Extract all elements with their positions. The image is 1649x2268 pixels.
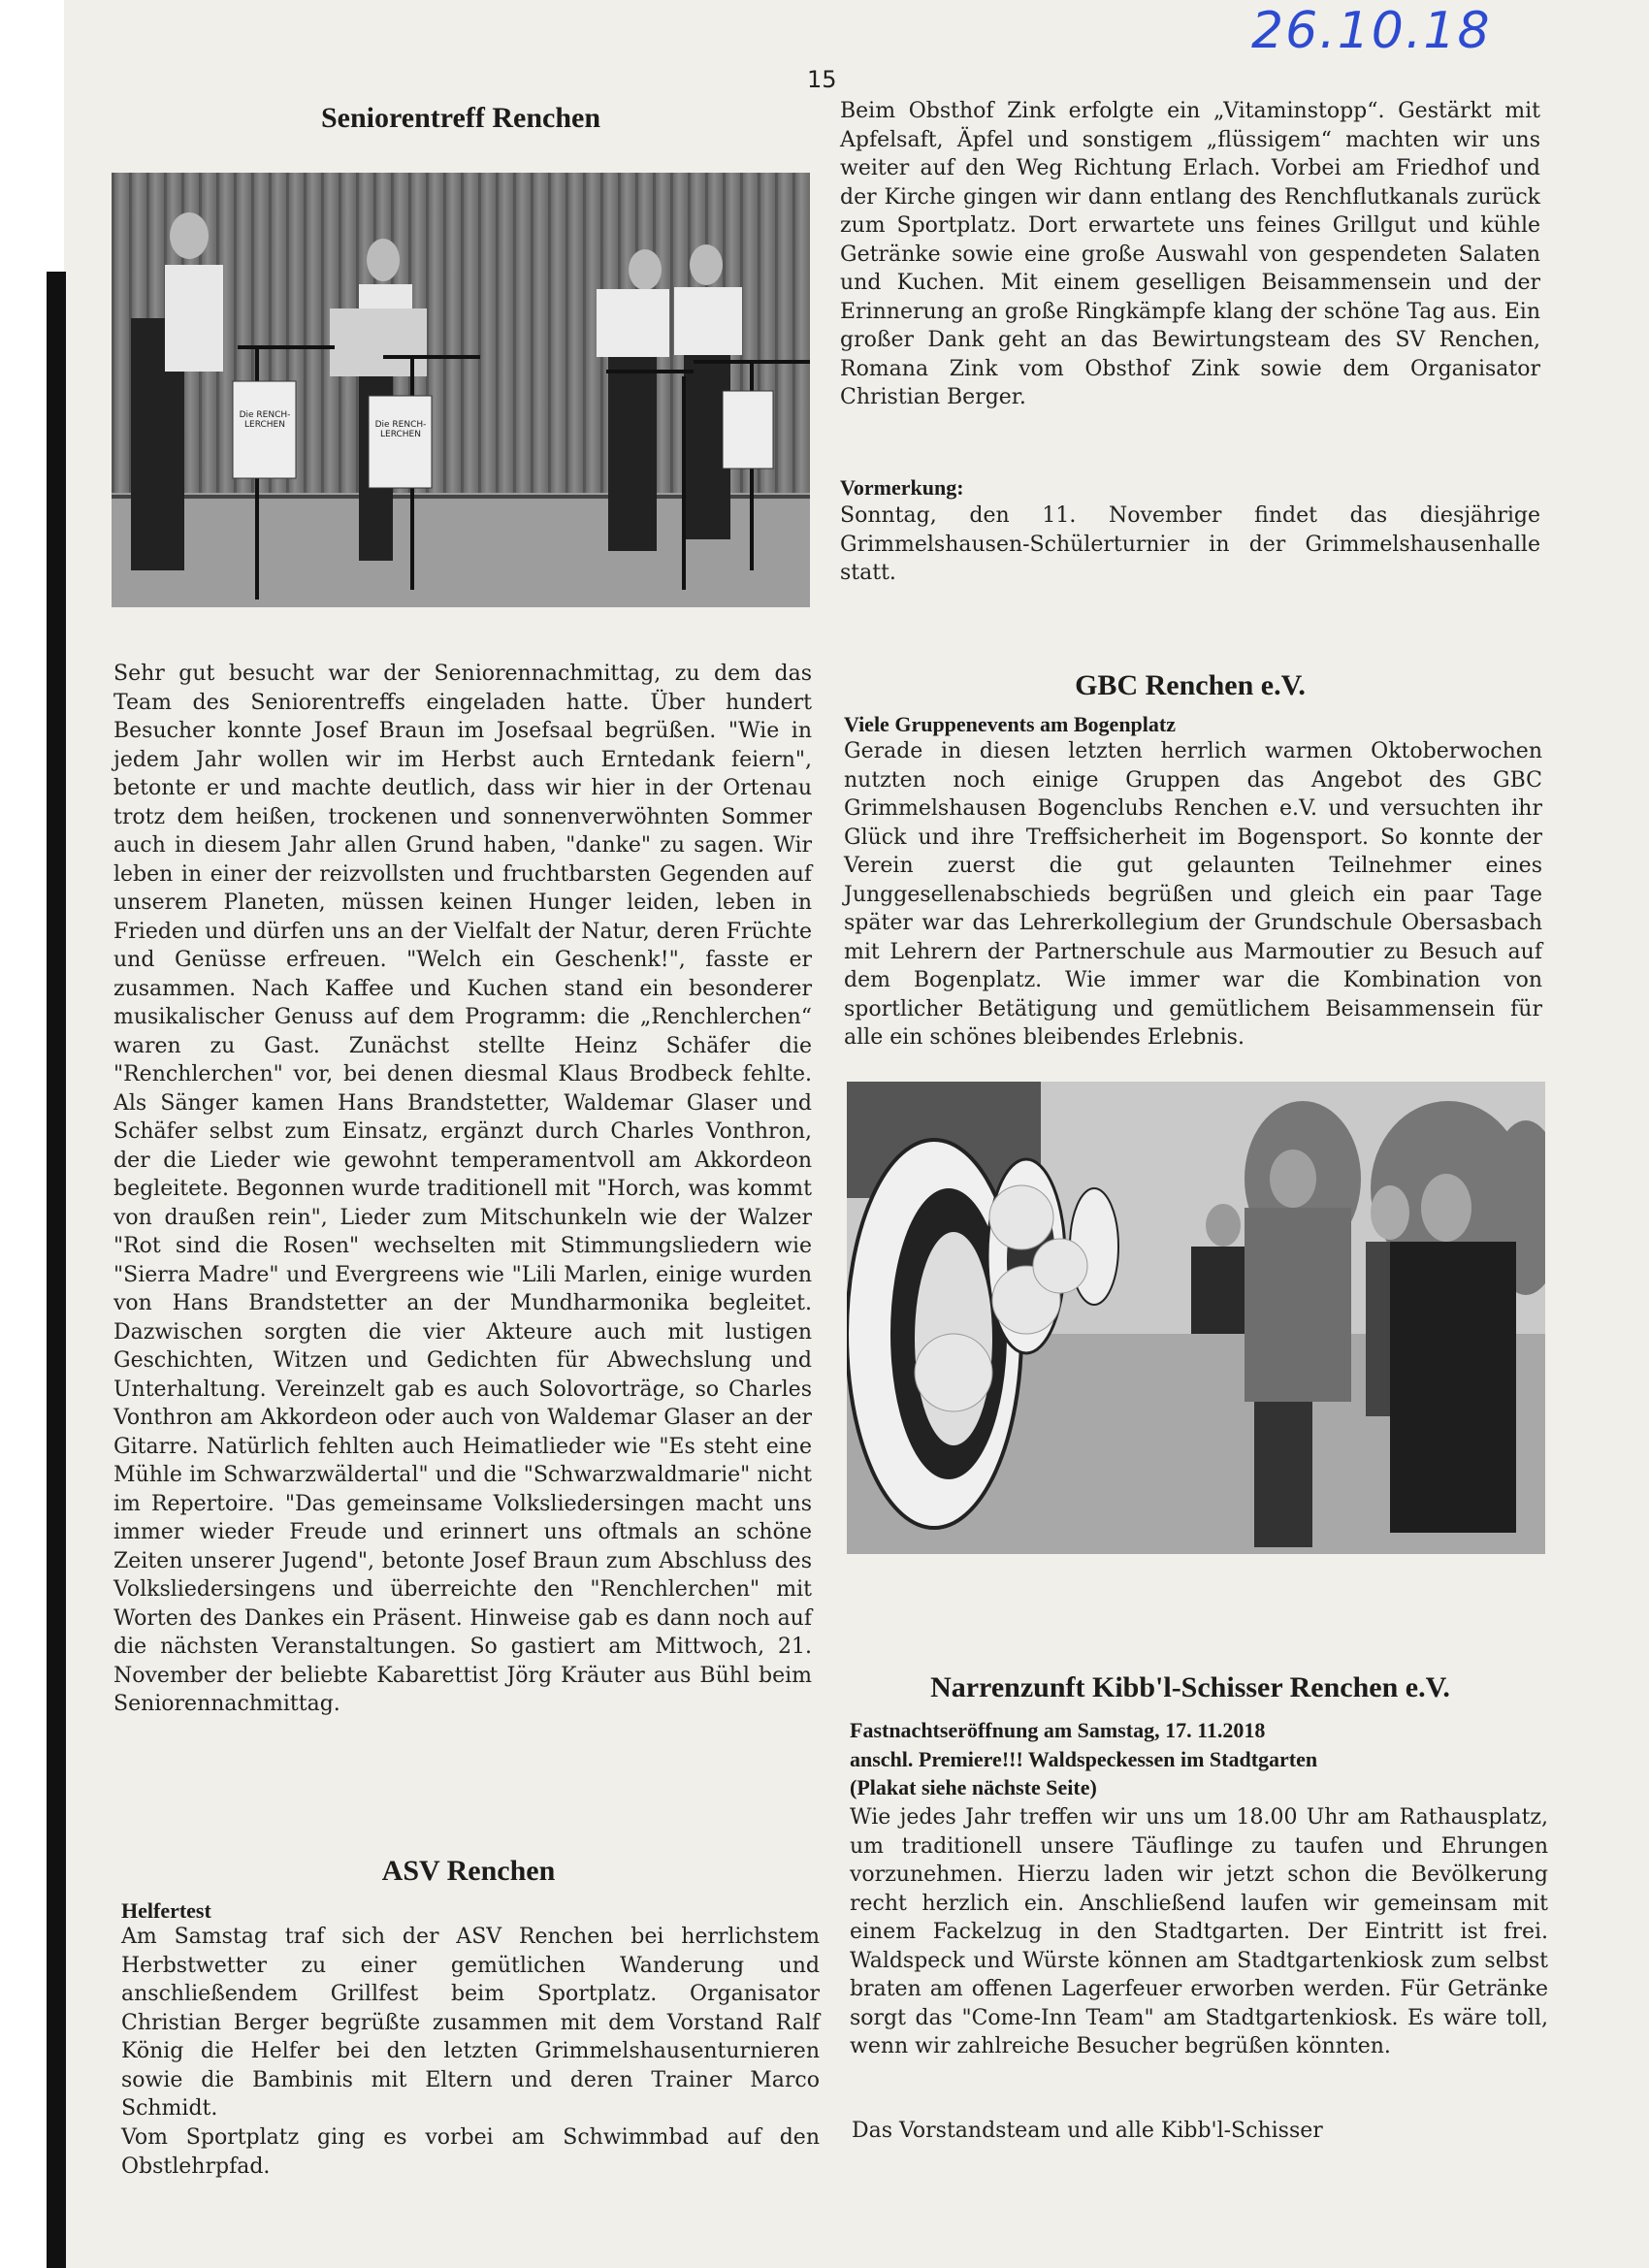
gbc-subtitle: Viele Gruppenevents am Bogenplatz — [844, 712, 1176, 736]
senioren-body: Sehr gut besucht war der Seniorennachmittag, zu dem das Team des Seniorentreffs eingeladen hatte. Über hundert Besucher konnte Josef Braun im Josefsaal begrüßen. "Wie in jedem Jahr wollen wir im Herbst auch Erntedank feiern", betonte er und machte deutlich, dass wir hier in der Ortenau trotz dem heißen, trockenen und sonnenverwöhnten Sommer auch in diesem Jahr allen Grund haben, "danke" zu sagen. Wir leben in einer der reizvollsten und fruchtbarsten Gegenden auf unserem Planeten, müssen keinen Hunger leiden, leben in Frieden und dürfen uns an der Vielfalt der Natur, deren Früchte und Genüsse erfreuen. "Welch ein Geschenk!", fasste er zusammen. Nach Kaffee und Kuchen stand ein besonderer musikalischer Genuss auf dem Programm: die „Renchlerchen“ waren zu Gast. Zunächst stellte Heinz Schäfer die "Renchlerchen" vor, bei denen diesmal Klaus Brodbeck fehlte. Als Sänger kamen Hans Brandstetter, Waldemar Glaser und Schäfer selbst zum Einsatz, ergänzt durch Charles Vonthron, der die Lieder wie gewohnt temperamentvoll am Akkordeon begleitete. Begonnen wurde traditionell mit "Horch, was kommt von draußen rein", Lieder zum Mitschunkeln wie der Walzer "Rot sind die Rosen" wechselten mit Stimmungsliedern wie "Sierra Madre" und Evergreens wie "Lili Marlen, einige wurden von Hans Brandstetter an der Mundharmonika begleitet. Dazwischen sorgten die vier Akteure auch mit lustigen Geschichten, Witzen und Gedichten für Abwechslung und Unterhaltung. Vereinzelt gab es auch Solovorträge, so Charles Vonthron am Akkordeon oder auch von Waldemar Glaser an der Gitarre. Natürlich fehlten auch Heimatlieder wie "Es steht eine Mühle im Schwarzwäldertal" und die "Schwarzwaldmarie" nicht im Repertoire. "Das gemeinsame Volksliedersingen macht uns immer wieder Freude und erinnert uns oftmals an schöne Zeiten unserer Jugend", betonte Josef Braun zum Abschluss des Volksliedersingens und überreichte den "Renchlerchen" mit Worten des Dankes ein Präsent. Hinweise gab es dann noch auf die nächsten Veranstaltungen. So gastiert am Mittwoch, 21. November der beliebte Kabarettist Jörg Kräuter aus Bühl beim Seniorennachmittag. — [113, 662, 812, 1716]
gbc-body: Gerade in diesen letzten herrlich warmen Oktoberwochen nutzten noch einige Gruppen das Angebot des GBC Grimmelshausen Bogenclubs Renchen e.V. und versuchten ihr Glück und ihre Treffsicherheit im Bogensport. So konnte der Verein zuerst die gut gelaunten Teilnehmer eines Junggesellenabschieds begrüßen und gleich ein paar Tage später war das Lehrerkollegium der Grundschule Obersasbach mit Lehrern der Partnerschule aus Marmoutier zu Besuch auf dem Bogenplatz. Wie immer war die Kombination von sportlicher Betätigung und gemütlichem Beisammensein für alle ein schönes bleibendes Erlebnis. — [844, 739, 1542, 1050]
asv-title: ASV Renchen — [381, 1855, 556, 1887]
asv-notice-label: Vormerkung: — [840, 475, 964, 500]
narrenzunft-signature: Das Vorstandsteam und alle Kibb'l-Schisser — [852, 2119, 1323, 2143]
narrenzunft-title: Narrenzunft Kibb'l-Schisser Renchen e.V. — [930, 1671, 1450, 1703]
asv-body-1: Am Samstag traf sich der ASV Renchen bei herrlichstem Herbstwetter zu einer gemütlichen Wanderung und anschließendem Grillfest beim Sportplatz. Organisator Christian Berger begrüßte zusammen mit dem Vorstand Ralf König die Helfer bei den letzten Grimmelshausenturnieren sowie die Bambinis mit Eltern und deren Trainer Marco Schmidt. — [121, 1925, 820, 2121]
page-number: 15 — [807, 66, 837, 93]
narrenzunft-body: Wie jedes Jahr treffen wir uns um 18.00 Uhr am Rathausplatz, um traditionell unsere Täuflinge zu taufen und Ehrungen vorzunehmen. Hierzu laden wir jetzt schon die Bevölkerung recht herzlich ein. Anschließend laufen wir gemeinsam mit einem Fackelzug in den Stadtgarten. Der Eintritt ist frei. Waldspeck und Würste können am Stadtgartenkiosk zum selbst braten am offenen Lagerfeuer erworben werden. Für Getränke sorgt das "Come-Inn Team" am Stadtgartenkiosk. Es wäre toll, wenn wir zahlreiche Besucher begrüßen könnten. — [850, 1805, 1548, 2058]
handwritten-date: 26.10.18 — [1251, 2, 1492, 60]
senioren-photo — [112, 173, 810, 607]
asv-subtitle: Helfertest — [121, 1898, 211, 1923]
asv-continued: Beim Obsthof Zink erfolgte ein „Vitaminstopp“. Gestärkt mit Apfelsaft, Äpfel und sonstigem „flüssigem“ machten wir uns weiter auf den Weg Richtung Erlach. Vorbei am Friedhof und der Kirche gingen wir dann entlang des Renchflutkanals zurück zum Sportplatz. Dort erwartete uns feines Grillgut und kühle Getränke sowie eine große Auswahl von gespendeten Salaten und Kuchen. Mit einem geselligen Beisammensein und der Erinnerung an große Ringkämpfe klang der schöne Tag aus. Ein großer Dank geht an das Bewirtungsteam des SV Renchen, Romana Zink vom Obsthof Zink sowie dem Organisator Christian Berger. — [840, 99, 1540, 409]
photo-sign-middle: Die RENCH-LERCHEN — [374, 420, 427, 439]
narrenzunft-subtitle-3: (Plakat siehe nächste Seite) — [850, 1775, 1097, 1799]
asv-notice-text: Sonntag, den 11. November findet das diesjährige Grimmelshausen-Schülerturnier in der Grimmelshausenhalle statt. — [840, 503, 1540, 585]
narrenzunft-subtitle-2: anschl. Premiere!!! Waldspeckessen im Stadtgarten — [850, 1747, 1318, 1771]
archery-photo — [847, 1082, 1545, 1554]
photo-sign-left: Die RENCH-LERCHEN — [239, 410, 291, 430]
narrenzunft-subtitle-1: Fastnachtseröffnung am Samstag, 17. 11.2018 — [850, 1718, 1266, 1742]
asv-body-2: Vom Sportplatz ging es vorbei am Schwimmbad auf den Obstlehrpfad. — [121, 2125, 820, 2179]
scan-border-strip — [47, 272, 66, 2268]
gbc-title: GBC Renchen e.V. — [1075, 669, 1306, 701]
senioren-title: Seniorentreff Renchen — [320, 102, 601, 134]
